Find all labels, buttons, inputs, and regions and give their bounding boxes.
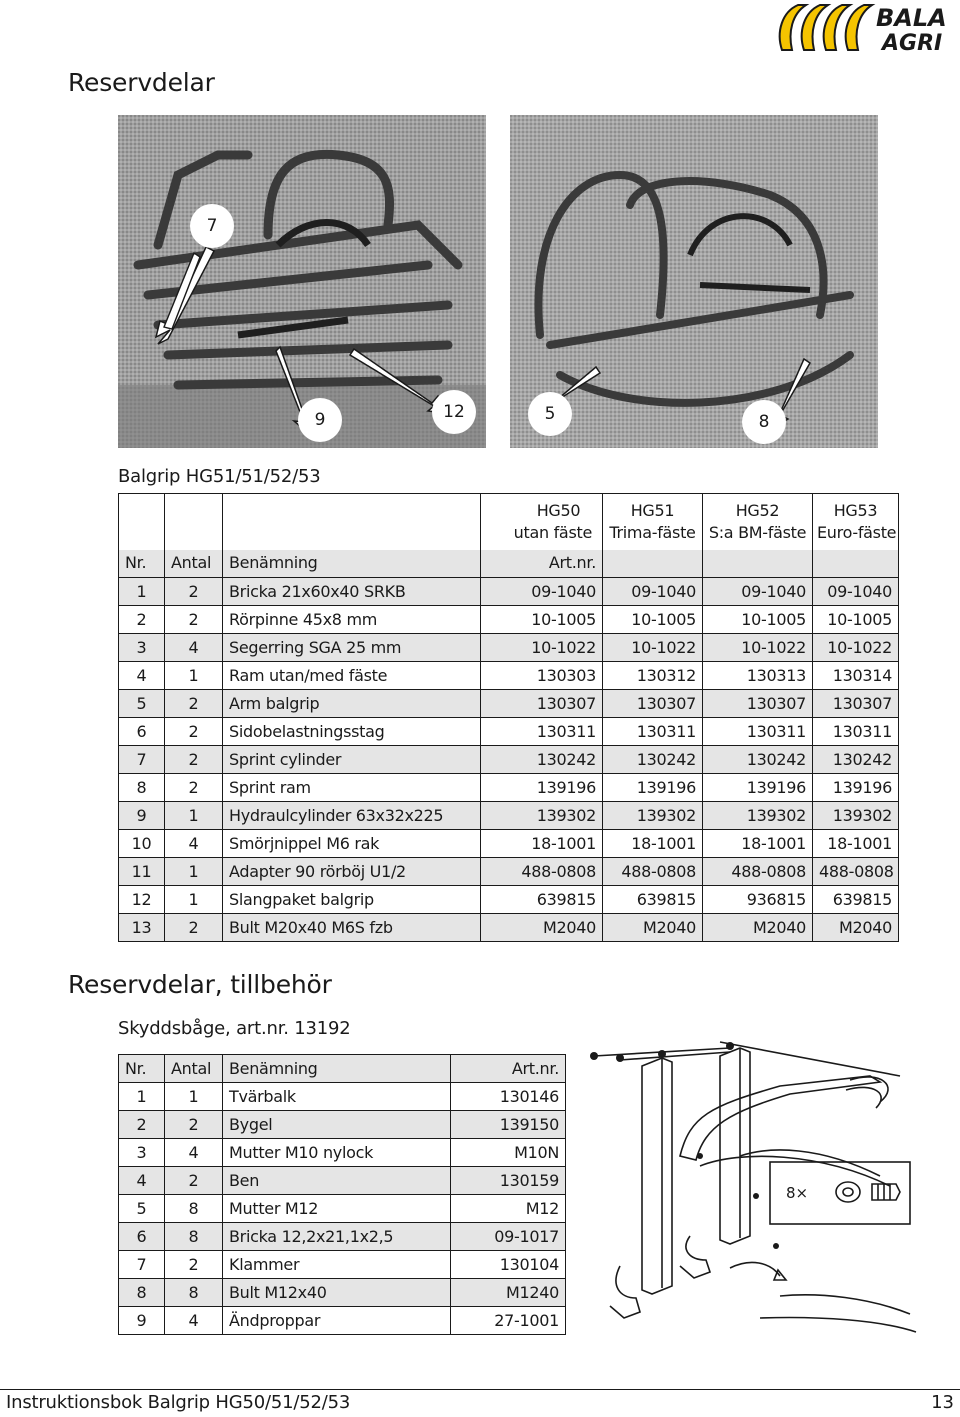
header-spacer [119,494,165,550]
header-hg52 [703,494,813,550]
cell-nr: 3 [119,634,165,662]
cell-antal: 4 [165,830,223,858]
acc-cell-artnr: M12 [451,1195,566,1223]
acc-cell-benamning: Mutter M10 nylock [223,1139,451,1167]
cell-antal: 1 [165,662,223,690]
table-row [119,1083,566,1111]
page-number: 13 [931,1392,954,1413]
cell-hg50: 139196 [481,774,603,802]
skyddsbage-exploded-drawing [580,1036,920,1336]
bala-agri-logo [776,2,958,54]
header-hg50-mount: utan fäste [513,522,592,542]
acc-cell-nr: 4 [119,1167,165,1195]
cell-hg51: 18-1001 [603,830,703,858]
table-row [119,858,899,886]
acc-cell-artnr: 130104 [451,1251,566,1279]
footer-title: Instruktionsbok Balgrip HG50/51/52/53 [6,1392,351,1413]
acc-cell-antal: 4 [165,1139,223,1167]
cell-nr: 5 [119,690,165,718]
parts-table-col-header [119,550,899,578]
cell-antal: 4 [165,634,223,662]
table-row [119,746,899,774]
acc-cell-nr: 5 [119,1195,165,1223]
cell-nr: 11 [119,858,165,886]
table-row [119,634,899,662]
acc-cell-antal: 2 [165,1111,223,1139]
col-header-antal: Antal [165,550,223,578]
table-row [119,914,899,942]
table-row [119,1251,566,1279]
cell-hg52: 10-1022 [703,634,813,662]
drawing-label-8x: 8× [786,1184,809,1202]
acc-cell-antal: 1 [165,1083,223,1111]
cell-hg53: 139302 [813,802,899,830]
cell-hg50: 09-1040 [481,578,603,606]
cell-benamning: Ram utan/med fäste [223,662,481,690]
cell-hg53: 130307 [813,690,899,718]
cell-nr: 13 [119,914,165,942]
cell-hg53: 10-1022 [813,634,899,662]
table-row [119,774,899,802]
logo-text-bala: BALA [876,4,947,32]
table-row [119,662,899,690]
acc-cell-artnr: 130146 [451,1083,566,1111]
cell-nr: 12 [119,886,165,914]
cell-hg52: 936815 [703,886,813,914]
cell-hg50: 488-0808 [481,858,603,886]
cell-hg50: M2040 [481,914,603,942]
cell-antal: 2 [165,746,223,774]
table-row [119,1195,566,1223]
acc-cell-benamning: Mutter M12 [223,1195,451,1223]
cell-hg51: 09-1040 [603,578,703,606]
col-header-spacer [603,550,703,578]
col-header-benamning: Benämning [223,550,481,578]
footer-rule [0,1389,960,1390]
acc-cell-artnr: 27-1001 [451,1307,566,1335]
acc-cell-nr: 7 [119,1251,165,1279]
cell-benamning: Sprint ram [223,774,481,802]
cell-hg51: 139196 [603,774,703,802]
table-row [119,578,899,606]
acc-cell-benamning: Bricka 12,2x21,1x2,5 [223,1223,451,1251]
cell-nr: 10 [119,830,165,858]
header-hg53-mount: Euro-fäste [817,522,897,542]
cell-hg52: 130313 [703,662,813,690]
cell-hg51: 139302 [603,802,703,830]
cell-hg53: 139196 [813,774,899,802]
cell-benamning: Rörpinne 45x8 mm [223,606,481,634]
cell-hg50: 10-1022 [481,634,603,662]
cell-hg53: 488-0808 [813,858,899,886]
cell-nr: 9 [119,802,165,830]
cell-hg51: 130312 [603,662,703,690]
col-header-spacer [703,550,813,578]
callout-12: 12 [432,390,476,434]
callout-9: 9 [298,398,342,442]
acc-col-header-benamning: Benämning [223,1055,451,1083]
cell-hg51: 130311 [603,718,703,746]
cell-antal: 2 [165,774,223,802]
table-row [119,1223,566,1251]
callout-7: 7 [190,204,234,248]
cell-hg51: 130307 [603,690,703,718]
section2-title: Reservdelar, tillbehör [68,970,332,999]
cell-antal: 2 [165,578,223,606]
acc-cell-benamning: Klammer [223,1251,451,1279]
section2-subtitle: Skyddsbåge, art.nr. 13192 [118,1018,351,1039]
cell-hg50: 139302 [481,802,603,830]
cell-hg52: 18-1001 [703,830,813,858]
cell-hg50: 18-1001 [481,830,603,858]
parts-table-model-header [119,494,899,550]
acc-cell-nr: 8 [119,1279,165,1307]
cell-hg50: 639815 [481,886,603,914]
cell-hg53: 639815 [813,886,899,914]
cell-antal: 2 [165,690,223,718]
table-row [119,1167,566,1195]
cell-hg52: 130307 [703,690,813,718]
cell-nr: 8 [119,774,165,802]
table-row [119,886,899,914]
cell-hg53: 09-1040 [813,578,899,606]
acc-col-header-nr: Nr. [119,1055,165,1083]
page-title: Reservdelar [68,68,215,97]
cell-benamning: Sprint cylinder [223,746,481,774]
col-header-spacer [813,550,899,578]
header-hg51 [603,494,703,550]
cell-hg51: 130242 [603,746,703,774]
cell-hg52: 130311 [703,718,813,746]
table-row [119,1307,566,1335]
cell-benamning: Slangpaket balgrip [223,886,481,914]
cell-hg53: 10-1005 [813,606,899,634]
cell-hg52: 10-1005 [703,606,813,634]
cell-hg51: M2040 [603,914,703,942]
header-hg51-model: HG51 [630,501,675,521]
header-hg53 [813,494,899,550]
cell-benamning: Sidobelastningsstag [223,718,481,746]
parts-table [118,493,899,942]
cell-hg53: 130311 [813,718,899,746]
cell-hg52: 09-1040 [703,578,813,606]
cell-antal: 2 [165,606,223,634]
callout-5: 5 [528,392,572,436]
col-header-artnr: Art.nr. [481,550,603,578]
acc-cell-antal: 8 [165,1195,223,1223]
cell-benamning: Bricka 21x60x40 SRKB [223,578,481,606]
table-row [119,1111,566,1139]
cell-antal: 1 [165,858,223,886]
table-row [119,718,899,746]
acc-cell-benamning: Bult M12x40 [223,1279,451,1307]
header-hg51-mount: Trima-fäste [609,522,696,542]
acc-cell-antal: 4 [165,1307,223,1335]
header-spacer [165,494,223,550]
cell-nr: 2 [119,606,165,634]
table-row [119,802,899,830]
cell-hg52: 139302 [703,802,813,830]
table-row [119,1279,566,1307]
acc-cell-nr: 1 [119,1083,165,1111]
acc-cell-nr: 6 [119,1223,165,1251]
acc-cell-artnr: M10N [451,1139,566,1167]
photo-balgrip-front [118,115,486,448]
cell-hg51: 10-1005 [603,606,703,634]
cell-hg53: 130242 [813,746,899,774]
header-hg52-mount: S:a BM-fäste [708,522,807,542]
acc-cell-nr: 3 [119,1139,165,1167]
acc-cell-artnr: 09-1017 [451,1223,566,1251]
section1-title: Balgrip HG51/51/52/53 [118,466,321,487]
acc-col-header-antal: Antal [165,1055,223,1083]
cell-hg51: 488-0808 [603,858,703,886]
header-hg53-model: HG53 [833,501,878,521]
acc-cell-antal: 2 [165,1167,223,1195]
cell-hg52: 488-0808 [703,858,813,886]
cell-benamning: Hydraulcylinder 63x32x225 [223,802,481,830]
header-hg52-model: HG52 [735,501,780,521]
acc-cell-nr: 9 [119,1307,165,1335]
cell-nr: 6 [119,718,165,746]
cell-hg51: 10-1022 [603,634,703,662]
cell-hg53: 18-1001 [813,830,899,858]
cell-hg50: 10-1005 [481,606,603,634]
cell-benamning: Smörjnippel M6 rak [223,830,481,858]
acc-cell-artnr: 130159 [451,1167,566,1195]
header-hg50 [481,494,603,550]
table-row [119,830,899,858]
cell-hg52: 139196 [703,774,813,802]
table-row [119,1139,566,1167]
cell-nr: 1 [119,578,165,606]
acc-cell-benamning: Bygel [223,1111,451,1139]
cell-antal: 1 [165,802,223,830]
cell-benamning: Arm balgrip [223,690,481,718]
cell-hg51: 639815 [603,886,703,914]
cell-hg52: M2040 [703,914,813,942]
acc-cell-benamning: Ändproppar [223,1307,451,1335]
callout-8: 8 [742,400,786,444]
cell-antal: 1 [165,886,223,914]
acc-cell-antal: 8 [165,1223,223,1251]
acc-col-header-artnr: Art.nr. [451,1055,566,1083]
col-header-nr: Nr. [119,550,165,578]
acc-cell-benamning: Tvärbalk [223,1083,451,1111]
cell-nr: 7 [119,746,165,774]
accessory-table-col-header [119,1055,566,1083]
logo-text-agri: AGRI [882,31,943,54]
cell-hg50: 130303 [481,662,603,690]
cell-benamning: Adapter 90 rörböj U1/2 [223,858,481,886]
header-hg50-model: HG50 [536,501,581,521]
acc-cell-artnr: 139150 [451,1111,566,1139]
header-spacer [223,494,481,550]
accessory-table [118,1054,566,1335]
cell-benamning: Bult M20x40 M6S fzb [223,914,481,942]
cell-antal: 2 [165,718,223,746]
cell-hg53: 130314 [813,662,899,690]
acc-cell-antal: 2 [165,1251,223,1279]
table-row [119,606,899,634]
cell-hg50: 130242 [481,746,603,774]
cell-hg50: 130307 [481,690,603,718]
cell-hg52: 130242 [703,746,813,774]
cell-antal: 2 [165,914,223,942]
acc-cell-benamning: Ben [223,1167,451,1195]
acc-cell-artnr: M1240 [451,1279,566,1307]
acc-cell-antal: 8 [165,1279,223,1307]
cell-nr: 4 [119,662,165,690]
cell-hg53: M2040 [813,914,899,942]
acc-cell-nr: 2 [119,1111,165,1139]
cell-benamning: Segerring SGA 25 mm [223,634,481,662]
table-row [119,690,899,718]
cell-hg50: 130311 [481,718,603,746]
